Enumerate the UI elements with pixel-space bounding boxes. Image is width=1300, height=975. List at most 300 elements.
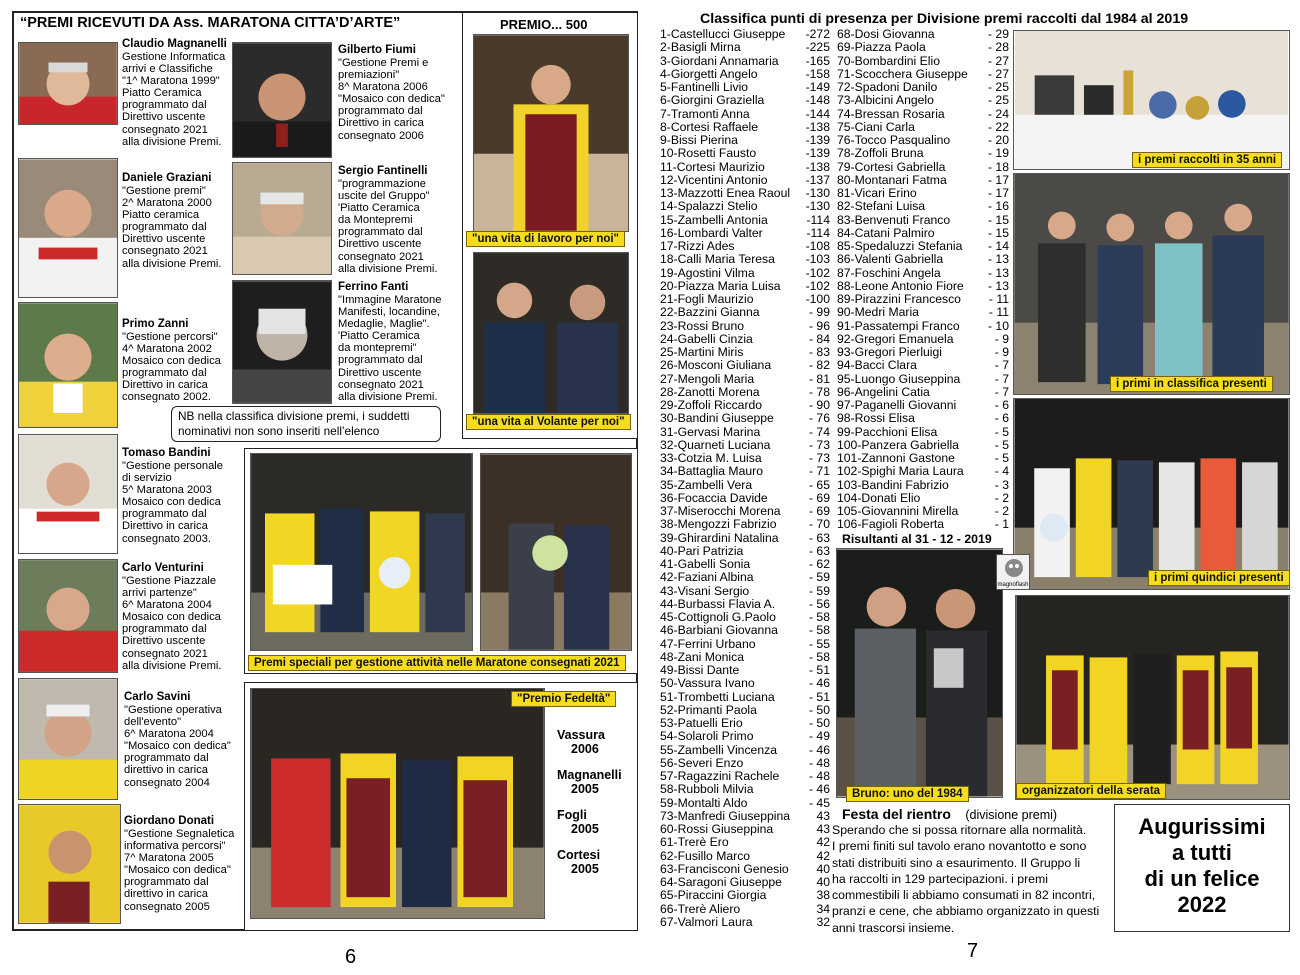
fedelta-label: "Premio Fedeltà" <box>511 691 616 707</box>
ranking-row <box>660 68 830 81</box>
ranking-row <box>660 545 830 558</box>
ranking-score: - 63 <box>808 530 830 545</box>
ranking-name: 59-Montalti Aldo <box>660 796 748 810</box>
person-card <box>122 447 242 545</box>
person-desc: "Gestione Segnaletica informativa percorsi" 7^ Maratona 2005 "Mosaico con dedica" programmato dal direttivo in carica consegnato 2005 <box>124 828 235 913</box>
ranking-row <box>660 611 830 624</box>
ranking-name: 32-Quarneti Luciana <box>660 438 771 452</box>
ranking-name: 69-Piazza Paola <box>837 41 926 55</box>
ranking-name: 48-Zani Monica <box>660 650 744 664</box>
speciali-caption: Premi speciali per gestione attività nelle Maratone consegnati 2021 <box>248 655 626 671</box>
ranking-score: 32 <box>816 914 830 929</box>
ranking-row <box>660 651 830 664</box>
ranking-name: 10-Rosetti Fausto <box>660 147 757 161</box>
ranking-score: -139 <box>805 146 830 161</box>
ranking-name: 81-Vicari Erino <box>837 187 917 200</box>
ranking-score: - 2 <box>994 504 1009 518</box>
ranking-row <box>837 359 1009 372</box>
ranking-score: - 5 <box>994 437 1009 452</box>
ranking-row <box>660 916 830 929</box>
fedelta-entry <box>557 808 629 836</box>
person-card <box>122 318 237 404</box>
person-desc: "programmazione uscite del Gruppo" 'Piatto Ceramica da Montepremi programmato dal Direttivo uscente consegnato 2021 alla divisione Premi. <box>338 178 438 275</box>
ranking-row <box>660 161 830 174</box>
photo-giordano-donati <box>18 804 121 924</box>
ranking-score: - 49 <box>808 729 830 744</box>
ranking-score: - 65 <box>808 477 830 492</box>
photo-premi-raccolti <box>1013 30 1290 170</box>
ranking-score: -158 <box>805 66 830 81</box>
ranking-name: 103-Bandini Fabrizio <box>837 478 949 492</box>
ranking-score: - 82 <box>808 358 830 373</box>
ranking-row <box>837 479 1009 492</box>
person-card <box>124 691 244 789</box>
ranking-score: - 50 <box>808 716 830 730</box>
ranking-score: - 51 <box>808 663 830 677</box>
person-name: Daniele Graziani <box>122 172 212 184</box>
ranking-row <box>837 306 1009 319</box>
left-page-title: “PREMI RICEVUTI DA Ass. MARATONA CITTA’D’ARTE” <box>20 15 401 31</box>
ranking-score: - 74 <box>808 424 830 439</box>
ranking-score: - 46 <box>808 676 830 691</box>
ranking-row <box>660 452 830 465</box>
photo-claudio-magnanelli <box>18 42 118 125</box>
ranking-name: 11-Cortesi Maurizio <box>660 160 765 174</box>
photo-label-organizzatori: organizzatori della serata <box>1016 783 1166 799</box>
ranking-row <box>837 55 1009 68</box>
ranking-row <box>660 187 830 200</box>
ranking-score: - 78 <box>808 384 830 399</box>
ranking-row <box>660 306 830 319</box>
ranking-name: 102-Spighi Maria Laura <box>837 465 964 479</box>
photo-label-primi-classifica: i primi in classifica presenti <box>1110 376 1273 392</box>
ranking-name: 14-Spalazzi Stelio <box>660 200 758 214</box>
ranking-name: 97-Paganelli Giovanni <box>837 399 957 412</box>
ranking-name: 64-Saragoni Giuseppe <box>660 876 782 889</box>
ranking-name: 98-Rossi Elisa <box>837 412 915 426</box>
ranking-name: 58-Rubboli Milvia <box>660 783 754 797</box>
ranking-row <box>660 214 830 227</box>
photo-premio-volante <box>473 252 629 414</box>
ranking-score: - 25 <box>987 80 1009 94</box>
ranking-score: - 81 <box>808 371 830 386</box>
ranking-score: - 17 <box>987 186 1009 200</box>
ranking-row <box>837 187 1009 200</box>
photo-carlo-savini <box>18 678 118 800</box>
ranking-row <box>660 320 830 333</box>
ranking-name: 88-Leone Antonio Fiore <box>837 279 964 293</box>
ranking-name: 33-Cotzia M. Luisa <box>660 452 762 465</box>
photo-premio-lavoro <box>473 34 629 232</box>
ranking-row <box>837 505 1009 518</box>
ranking-score: - 63 <box>808 543 830 558</box>
ranking-name: 22-Bazzini Gianna <box>660 306 760 320</box>
ranking-score: - 7 <box>994 358 1009 373</box>
ranking-name: 2-Basigli Mirna <box>660 41 741 55</box>
ranking-name: 73-Manfredi Giuseppina <box>660 809 791 823</box>
fedelta-entry <box>557 728 629 756</box>
ranking-row <box>660 664 830 677</box>
ranking-name: 87-Foschini Angela <box>837 266 941 280</box>
photo-sergio-fantinelli <box>232 162 332 275</box>
ranking-row <box>837 214 1009 227</box>
ranking-name: 67-Valmori Laura <box>660 915 753 929</box>
person-desc: "Gestione operativa dell'evento" 6^ Maratona 2004 "Mosaico con dedica" programmato dal direttivo in carica consegnato 2004 <box>124 704 231 789</box>
ranking-row <box>660 28 830 41</box>
ranking-name: 93-Gregori Pierluigi <box>837 346 942 359</box>
ranking-name: 15-Zambelli Antonia <box>660 213 768 227</box>
ranking-score: 34 <box>816 901 830 916</box>
ranking-score: 40 <box>816 875 830 889</box>
ranking-score: - 4 <box>994 464 1009 479</box>
ranking-score: -114 <box>806 225 830 240</box>
ranking-score: - 2 <box>994 490 1009 505</box>
ranking-row <box>837 68 1009 81</box>
ranking-row <box>660 41 830 54</box>
ranking-row <box>660 730 830 743</box>
ranking-row <box>837 41 1009 54</box>
ranking-row <box>660 571 830 584</box>
ranking-name: 46-Barbiani Giovanna <box>660 624 778 638</box>
ranking-score: - 73 <box>808 451 830 465</box>
ranking-score: - 48 <box>808 769 830 783</box>
ranking-score: - 19 <box>987 146 1009 161</box>
ranking-row <box>660 412 830 425</box>
ranking-name: 28-Zanotti Morena <box>660 385 760 399</box>
ranking-score: - 10 <box>987 318 1009 333</box>
ranking-row <box>837 439 1009 452</box>
ranking-row <box>837 426 1009 439</box>
ranking-row <box>660 783 830 796</box>
greeting-text: Augurissimi a tutti di un felice 2022 <box>1138 814 1266 917</box>
ranking-name: 82-Stefani Luisa <box>837 200 926 214</box>
person-name: Carlo Savini <box>124 691 191 703</box>
ranking-name: 86-Valenti Gabriella <box>837 253 944 267</box>
ranking-name: 3-Giordani Annamaria <box>660 54 779 68</box>
ranking-name: 56-Severi Enzo <box>660 756 744 770</box>
ranking-name: 4-Giorgetti Angelo <box>660 67 758 81</box>
ranking-name: 94-Bacci Clara <box>837 359 917 373</box>
person-card <box>122 562 242 672</box>
ranking-name: 16-Lombardi Valter <box>660 226 763 240</box>
ranking-score: 40 <box>816 861 830 876</box>
ranking-row <box>837 200 1009 213</box>
ranking-name: 12-Vicentini Antonio <box>660 173 768 187</box>
ranking-row <box>660 558 830 571</box>
ranking-score: - 70 <box>808 517 830 532</box>
photo-speciali-duo <box>480 453 632 651</box>
premio-label-lavoro: "una vita di lavoro per noi" <box>466 231 625 247</box>
ranking-row <box>660 836 830 849</box>
ranking-score: - 48 <box>808 755 830 770</box>
ranking-name: 66-Trerè Aliero <box>660 902 741 916</box>
photo-primi-quindici <box>1013 398 1290 590</box>
ranking-row <box>660 426 830 439</box>
ranking-score: -272 <box>805 27 830 41</box>
ranking-name: 18-Calli Maria Teresa <box>660 253 775 267</box>
ranking-row <box>837 320 1009 333</box>
person-card <box>122 38 237 148</box>
ranking-name: 26-Mosconi Giuliana <box>660 359 772 373</box>
ranking-name: 84-Catani Palmiro <box>837 226 935 240</box>
ranking-score: - 13 <box>987 252 1009 267</box>
ranking-score: -102 <box>805 278 830 293</box>
ranking-score: - 27 <box>987 66 1009 81</box>
ranking-row <box>660 863 830 876</box>
ranking-name: 100-Panzera Gabriella <box>837 438 959 452</box>
ranking-row <box>837 240 1009 253</box>
ranking-row <box>660 346 830 359</box>
ranking-name: 63-Francisconi Genesio <box>660 862 789 876</box>
ranking-name: 47-Ferrini Urbano <box>660 637 756 651</box>
ranking-score: - 24 <box>987 106 1009 121</box>
premio-label-volante: "una vita al Volante per noi" <box>466 414 631 430</box>
ranking-name: 96-Angelini Catia <box>837 385 930 399</box>
person-name: Gilberto Fiumi <box>338 44 416 56</box>
ranking-name: 50-Vassura Ivano <box>660 677 755 691</box>
ranking-score: - 55 <box>808 636 830 651</box>
ranking-row <box>837 452 1009 465</box>
ranking-score: - 58 <box>808 610 830 624</box>
ranking-row <box>660 465 830 478</box>
ranking-row <box>660 492 830 505</box>
person-desc: "Gestione percorsi" 4^ Maratona 2002 Mosaico con dedica programmato dal Direttivo in carica consegnato 2002. <box>122 331 221 404</box>
fedelta-entry <box>557 768 629 796</box>
ranking-name: 43-Visani Sergio <box>660 584 750 598</box>
person-desc: Gestione Informatica arrivi e Classifiche "1^ Maratona 1999" Piatto Ceramica programmato dal Direttivo uscente consegnato 2021 alla divisione Premi. <box>122 51 226 148</box>
ranking-score: - 59 <box>808 570 830 585</box>
ranking-name: 23-Rossi Bruno <box>660 319 744 333</box>
ranking-row <box>660 757 830 770</box>
ranking-score: -225 <box>805 40 830 55</box>
ranking-name: 6-Giorgini Graziella <box>660 94 765 108</box>
ranking-score: - 83 <box>808 345 830 359</box>
ranking-row <box>660 333 830 346</box>
photo-speciali-group <box>250 453 473 651</box>
ranking-name: 51-Trombetti Luciana <box>660 690 775 704</box>
ranking-row <box>660 134 830 147</box>
photo-bruno <box>836 548 1003 798</box>
page-number-left: 6 <box>345 946 357 968</box>
person-desc: "Gestione Piazzale arrivi partenze" 6^ Maratona 2004 Mosaico con dedica programmato dal Direttivo uscente consegnato 2021 alla divisione Premi. <box>122 575 222 672</box>
ranking-row <box>660 479 830 492</box>
ranking-row <box>660 744 830 757</box>
ranking-name: 70-Bombardini Elio <box>837 54 940 68</box>
person-card <box>338 44 458 142</box>
ranking-name: 83-Benvenuti Franco <box>837 213 951 227</box>
ranking-row <box>660 227 830 240</box>
ranking-name: 27-Mengoli Maria <box>660 372 755 386</box>
page-number-right: 7 <box>967 940 979 962</box>
ranking-row <box>660 850 830 863</box>
ranking-score: - 7 <box>994 371 1009 386</box>
person-name: Giordano Donati <box>124 815 215 827</box>
person-name: Tomaso Bandini <box>122 447 211 459</box>
ranking-row <box>660 585 830 598</box>
premio-title: PREMIO... 500 <box>500 17 588 32</box>
ranking-score: -139 <box>805 133 830 147</box>
ranking-score: 42 <box>816 835 830 850</box>
ranking-row <box>660 704 830 717</box>
ranking-name: 60-Rossi Giuseppina <box>660 823 774 836</box>
ranking-row <box>660 81 830 94</box>
ranking-name: 57-Ragazzini Rachele <box>660 770 780 783</box>
ranking-row <box>660 399 830 412</box>
person-card <box>338 165 458 275</box>
ranking-name: 25-Martini Miris <box>660 346 744 359</box>
ranking-score: - 51 <box>808 689 830 704</box>
ranking-row <box>660 810 830 823</box>
ranking-row <box>660 108 830 121</box>
person-name: Ferrino Fanti <box>338 281 409 293</box>
fedelta-year: 2005 <box>571 782 599 796</box>
ranking-name: 78-Zoffoli Bruna <box>837 147 924 161</box>
photo-primo-zanni <box>18 302 118 428</box>
ranking-row <box>660 174 830 187</box>
person-desc: "Immagine Maratone Manifesti, locandine, Medaglie, Maglie". 'Piatto Ceramica da montepremi" programmato dal Direttivo uscente consegnato 2021 alla divisione Premi. <box>338 294 442 403</box>
ranking-score: -108 <box>805 239 830 253</box>
ranking-score: - 14 <box>987 239 1009 253</box>
ranking-name: 39-Ghirardini Natalina <box>660 531 779 545</box>
ranking-name: 24-Gabelli Cinzia <box>660 332 753 346</box>
ranking-score: - 15 <box>987 225 1009 240</box>
ranking-row <box>660 638 830 651</box>
ranking-score: -100 <box>805 292 830 306</box>
ranking-name: 44-Burbassi Flavia A. <box>660 597 776 611</box>
ranking-row <box>660 797 830 810</box>
ranking-score: - 50 <box>808 702 830 717</box>
ranking-score: -137 <box>805 172 830 187</box>
photo-organizzatori <box>1015 595 1290 800</box>
ranking-row <box>660 253 830 266</box>
ranking-score: - 58 <box>808 649 830 664</box>
festa-text: Sperando che si possa ritornare alla normalità. I premi finiti sul tavolo erano novantotto e sono stati distribuiti sino a esaurimento. Il Gruppo li ha raccolti in 129 partecipazioni. i premi commestibili li abbiamo consumati in 82 incontri, pranzi e cene, che abbiamo organizzato in questi anni trascorsi insieme. <box>832 823 1100 935</box>
fedelta-year: 2005 <box>571 862 599 876</box>
fedelta-name: Vassura <box>557 728 605 742</box>
ranking-score: - 20 <box>987 133 1009 147</box>
ranking-score: - 99 <box>808 305 830 320</box>
ranking-name: 72-Spadoni Danilo <box>837 81 938 94</box>
person-name: Claudio Magnanelli <box>122 38 227 50</box>
ranking-row <box>660 147 830 160</box>
ranking-row <box>837 492 1009 505</box>
ranking-score: - 69 <box>808 504 830 518</box>
person-desc: "Gestione Premi e premiazioni" 8^ Maratona 2006 "Mosaico con dedica" programmato dal Direttivo in carica consegnato 2006 <box>338 57 445 142</box>
ranking-score: - 6 <box>994 411 1009 426</box>
ranking-name: 40-Pari Patrizia <box>660 544 744 558</box>
ranking-name: 5-Fantinelli Livio <box>660 81 749 94</box>
ranking-score: - 5 <box>994 424 1009 439</box>
ranking-row <box>660 94 830 107</box>
person-name: Sergio Fantinelli <box>338 165 428 177</box>
ranking-score: - 18 <box>987 159 1009 174</box>
ranking-score: - 28 <box>987 40 1009 55</box>
ranking-column-2 <box>837 28 1009 532</box>
ranking-name: 31-Gervasi Marina <box>660 425 761 439</box>
ranking-score: - 16 <box>987 199 1009 214</box>
ranking-row <box>837 386 1009 399</box>
ranking-name: 68-Dosi Giovanna <box>837 28 935 41</box>
ranking-score: 38 <box>816 888 830 903</box>
ranking-name: 106-Fagioli Roberta <box>837 518 945 532</box>
ranking-score: - 59 <box>808 583 830 598</box>
ranking-name: 45-Cottignoli G.Paolo <box>660 611 776 624</box>
person-card <box>124 815 244 913</box>
ranking-name: 104-Donati Elio <box>837 491 921 505</box>
ranking-score: -114 <box>806 212 830 227</box>
ranking-score: 42 <box>816 848 830 863</box>
ranking-row <box>837 121 1009 134</box>
nb-note: NB nella classifica divisione premi, i suddetti nominativi non sono inseriti nell’elenco <box>171 406 441 442</box>
photo-fedelta-group <box>250 688 545 919</box>
fedelta-year: 2005 <box>571 822 599 836</box>
ranking-row <box>837 94 1009 107</box>
ranking-row <box>837 399 1009 412</box>
ranking-row <box>660 505 830 518</box>
ranking-name: 74-Bressan Rosaria <box>837 107 945 121</box>
ranking-name: 36-Focaccia Davide <box>660 491 768 505</box>
ranking-name: 65-Piraccini Giorgia <box>660 889 767 903</box>
ranking-name: 92-Gregori Emanuela <box>837 332 954 346</box>
ranking-score: - 13 <box>987 265 1009 280</box>
person-desc: "Gestione personale di servizio 5^ Maratona 2003 Mosaico con dedica programmato dal Direttivo in carica consegnato 2003. <box>122 460 223 545</box>
ranking-score: - 11 <box>988 292 1009 306</box>
ranking-row <box>837 465 1009 478</box>
ranking-score: - 29 <box>987 27 1009 41</box>
ranking-score: -138 <box>805 119 830 134</box>
ranking-row <box>837 412 1009 425</box>
ranking-row <box>837 267 1009 280</box>
ranking-score: - 5 <box>994 451 1009 465</box>
ranking-score: - 62 <box>808 557 830 571</box>
ranking-name: 35-Zambelli Vera <box>660 478 753 492</box>
ranking-name: 99-Pacchioni Elisa <box>837 425 938 439</box>
ranking-score: - 45 <box>808 795 830 810</box>
ranking-score: - 7 <box>994 384 1009 399</box>
ranking-name: 101-Zannoni Gastone <box>837 452 955 465</box>
ranking-name: 95-Luongo Giuseppina <box>837 372 961 386</box>
ranking-name: 71-Scocchera Giuseppe <box>837 67 968 81</box>
ranking-name: 17-Rizzi Ades <box>660 240 735 253</box>
ranking-score: 43 <box>816 808 830 823</box>
ranking-score: -148 <box>805 93 830 108</box>
ranking-name: 34-Battaglia Mauro <box>660 465 763 479</box>
ranking-name: 1-Castellucci Giuseppe <box>660 28 786 41</box>
ranking-name: 73-Albicini Angelo <box>837 94 934 108</box>
ranking-name: 52-Primanti Paola <box>660 703 757 717</box>
ranking-row <box>837 346 1009 359</box>
ranking-score: - 17 <box>987 172 1009 187</box>
ranking-score: - 9 <box>994 345 1009 359</box>
ranking-score: -102 <box>805 265 830 280</box>
ranking-row <box>660 677 830 690</box>
ranking-score: - 84 <box>808 331 830 346</box>
photo-label-primi-quindici: i primi quindici presenti <box>1148 570 1290 586</box>
festa-subtitle: (divisione premi) <box>965 808 1058 822</box>
photo-label-bruno: Bruno: uno del 1984 <box>846 786 969 802</box>
ranking-row <box>837 518 1009 531</box>
logo-text: magnoflash <box>997 582 1029 588</box>
ranking-row <box>660 598 830 611</box>
photo-label-premi: i premi raccolti in 35 anni <box>1132 152 1282 168</box>
ranking-row <box>660 876 830 889</box>
ranking-name: 9-Bissi Pierina <box>660 134 738 147</box>
fedelta-entry <box>557 848 629 876</box>
ranking-name: 62-Fusillo Marco <box>660 849 751 863</box>
ranking-score: - 27 <box>987 53 1009 68</box>
photo-tomaso-bandini <box>18 434 118 554</box>
fedelta-year: 2006 <box>571 742 599 756</box>
